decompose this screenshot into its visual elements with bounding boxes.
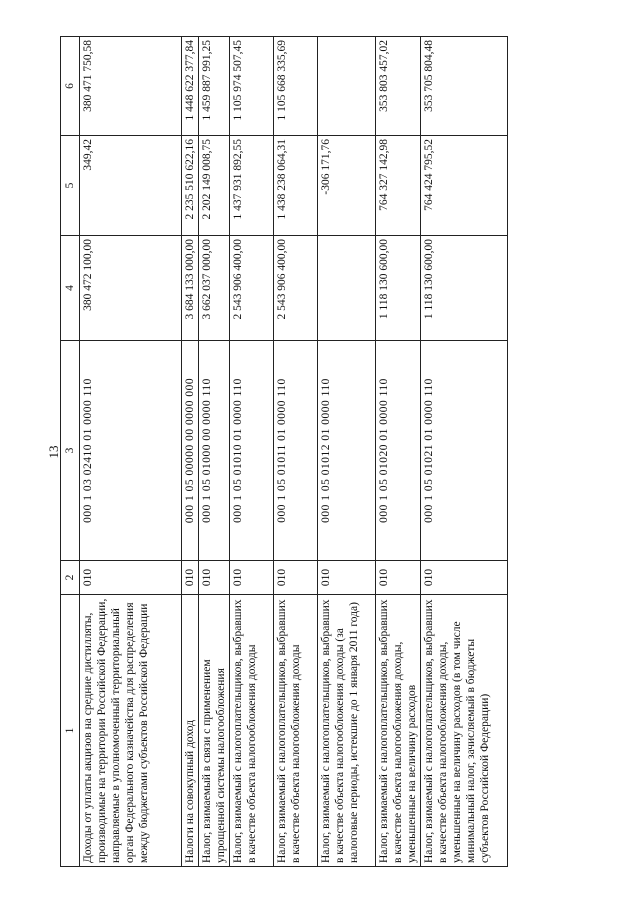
budget-code-cell: 000 1 05 01011 01 0000 110 [274, 341, 318, 561]
executed-amount-cell: 1 437 931 892,55 [230, 136, 274, 236]
row-name-cell: Налог, взимаемый с налогоплательщиков, выбравших в качестве объекта налогообложения доходы [274, 595, 318, 867]
column-header: 4 [61, 236, 80, 341]
column-number-row [61, 37, 80, 867]
executed-amount-cell: 764 424 795,52 [421, 136, 508, 236]
executed-amount-cell: 2 235 510 622,16 [182, 136, 199, 236]
table-row [230, 37, 274, 867]
approved-amount-cell: 380 472 100,00 [80, 236, 182, 341]
unexecuted-amount-cell: 380 471 750,58 [80, 37, 182, 136]
table-row [274, 37, 318, 867]
table-body [80, 37, 508, 867]
row-name-cell: Налог, взимаемый с налогоплательщиков, выбравших в качестве объекта налогообложения доходы (за налоговые периоды, истекшие до 1 января 2011 года) [318, 595, 376, 867]
executed-amount-cell: 1 438 238 064,31 [274, 136, 318, 236]
line-code-cell: 010 [274, 561, 318, 595]
revenue-table [60, 36, 508, 867]
unexecuted-amount-cell: 1 105 668 335,69 [274, 37, 318, 136]
budget-code-cell: 000 1 05 01021 01 0000 110 [421, 341, 508, 561]
approved-amount-cell: 1 118 130 600,00 [421, 236, 508, 341]
line-code-cell: 010 [199, 561, 230, 595]
line-code-cell: 010 [421, 561, 508, 595]
row-name-cell: Налог, взимаемый в связи с применением упрощенной системы налогообложения [199, 595, 230, 867]
rotated-page [40, 37, 600, 867]
approved-amount-cell: 3 662 037 000,00 [199, 236, 230, 341]
line-code-cell: 010 [376, 561, 421, 595]
table-row [421, 37, 508, 867]
column-header: 1 [61, 595, 80, 867]
column-header: 5 [61, 136, 80, 236]
approved-amount-cell: 3 684 133 000,00 [182, 236, 199, 341]
row-name-cell: Доходы от уплаты акцизов на средние дистилляты, производимые на территории Российской Федерации, направляемые в уполномоченный территориальный орган Федерального казначейства для распределения между бюджетами субъектов Российской Федерации [80, 595, 182, 867]
row-name-cell: Налоги на совокупный доход [182, 595, 199, 867]
approved-amount-cell: 2 543 906 400,00 [230, 236, 274, 341]
unexecuted-amount-cell: 353 705 804,48 [421, 37, 508, 136]
line-code-cell: 010 [80, 561, 182, 595]
row-name-cell: Налог, взимаемый с налогоплательщиков, выбравших в качестве объекта налогообложения доходы [230, 595, 274, 867]
page-number: 13 [46, 445, 61, 459]
line-code-cell: 010 [182, 561, 199, 595]
table-row [376, 37, 421, 867]
budget-code-cell: 000 1 05 01000 00 0000 110 [199, 341, 230, 561]
approved-amount-cell: 1 118 130 600,00 [376, 236, 421, 341]
table-row [199, 37, 230, 867]
unexecuted-amount-cell: 1 459 887 991,25 [199, 37, 230, 136]
column-header: 2 [61, 561, 80, 595]
table-row [80, 37, 182, 867]
budget-code-cell: 000 1 05 01012 01 0000 110 [318, 341, 376, 561]
budget-code-cell: 000 1 03 02410 01 0000 110 [80, 341, 182, 561]
column-header: 3 [61, 341, 80, 561]
budget-code-cell: 000 1 05 01020 01 0000 110 [376, 341, 421, 561]
row-name-cell: Налог, взимаемый с налогоплательщиков, выбравших в качестве объекта налогообложения доходы, уменьшенные на величину расходов [376, 595, 421, 867]
table-row [182, 37, 199, 867]
executed-amount-cell: 349,42 [80, 136, 182, 236]
line-code-cell: 010 [230, 561, 274, 595]
table-row [318, 37, 376, 867]
row-name-cell: Налог, взимаемый с налогоплательщиков, выбравших в качестве объекта налогообложения доходы, уменьшенные на величину расходов (в том числе минимальный налог, зачисляемый в бюджеты субъектов Российской Федерации) [421, 595, 508, 867]
unexecuted-amount-cell: 1 448 622 377,84 [182, 37, 199, 136]
executed-amount-cell: 2 202 149 008,75 [199, 136, 230, 236]
unexecuted-amount-cell: 1 105 974 507,45 [230, 37, 274, 136]
executed-amount-cell: -306 171,76 [318, 136, 376, 236]
budget-code-cell: 000 1 05 00000 00 0000 000 [182, 341, 199, 561]
unexecuted-amount-cell: 353 803 457,02 [376, 37, 421, 136]
budget-code-cell: 000 1 05 01010 01 0000 110 [230, 341, 274, 561]
line-code-cell: 010 [318, 561, 376, 595]
approved-amount-cell: 2 543 906 400,00 [274, 236, 318, 341]
approved-amount-cell [318, 236, 376, 341]
column-header: 6 [61, 37, 80, 136]
executed-amount-cell: 764 327 142,98 [376, 136, 421, 236]
unexecuted-amount-cell [318, 37, 376, 136]
